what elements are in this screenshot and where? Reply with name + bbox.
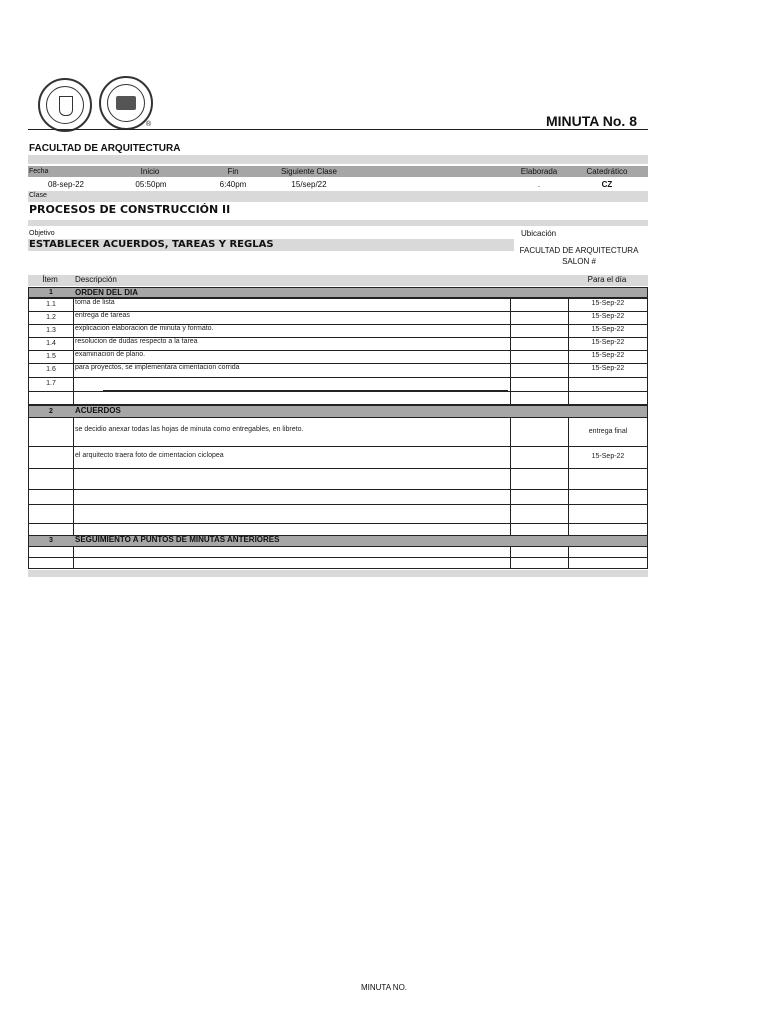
table-row	[568, 391, 648, 405]
item-number: 1.3	[46, 327, 56, 334]
table-row	[510, 391, 569, 405]
ubicacion-line1: FACULTAD DE ARQUITECTURA	[519, 246, 639, 255]
label-fin: Fin	[227, 167, 239, 176]
table-cell	[568, 557, 648, 569]
registered-mark: ®	[146, 121, 152, 128]
col-para-header: Para el día	[587, 275, 627, 284]
underline	[103, 390, 508, 391]
objetivo-label: Objetivo	[29, 230, 55, 237]
item-description: toma de lista	[75, 299, 115, 306]
table-cell	[73, 557, 511, 569]
acuerdo-1-desc: se decidio anexar todas las hojas de minuta como entregables, en libreto.	[75, 426, 304, 433]
acuerdo-2-date: 15-Sep-22	[591, 453, 625, 460]
section-2-num: 2	[49, 408, 53, 415]
table-row	[28, 417, 74, 447]
table-cell	[28, 504, 74, 524]
table-cell	[510, 468, 569, 490]
table-cell	[510, 337, 569, 351]
faculty-name: FACULTAD DE ARQUITECTURA	[29, 143, 181, 154]
table-cell	[510, 363, 569, 378]
item-number: 1.2	[46, 314, 56, 321]
item-number: 1.4	[46, 340, 56, 347]
table-cell	[510, 377, 569, 392]
acuerdo-2-desc: el arquitecto traera foto de cimentacion ciclopea	[75, 452, 224, 459]
table-row	[73, 391, 511, 405]
value-siguiente: 15/sep/22	[291, 180, 327, 189]
table-cell	[73, 504, 511, 524]
acuerdo-1-date: entrega final	[588, 428, 628, 435]
label-inicio: Inicio	[140, 167, 160, 176]
table-row	[28, 391, 74, 405]
item-number: 1.5	[46, 353, 56, 360]
clase-band	[28, 191, 648, 202]
table-cell	[28, 468, 74, 490]
clase-value: PROCESOS DE CONSTRUCCIÓN II	[29, 203, 231, 216]
item-date: 15-Sep-22	[591, 300, 625, 307]
table-cell	[510, 489, 569, 505]
table-cell	[28, 489, 74, 505]
table-cell	[510, 324, 569, 338]
university-seal	[38, 78, 92, 132]
table-cell	[73, 468, 511, 490]
value-elaborada: .	[537, 180, 541, 189]
table-header-row	[28, 275, 648, 286]
table-cell	[510, 298, 569, 312]
clase-label: Clase	[29, 192, 47, 199]
label-catedratico: Catedrático	[586, 167, 628, 176]
item-description: examinacion de plano.	[75, 351, 146, 358]
objetivo-value: ESTABLECER ACUERDOS, TAREAS Y REGLAS	[29, 239, 274, 250]
item-description: para proyectos, se implementara cimentacion corrida	[75, 364, 240, 371]
item-date: 15-Sep-22	[591, 326, 625, 333]
table-row	[510, 446, 569, 469]
band	[28, 220, 648, 226]
seal-shield-icon	[59, 96, 73, 116]
item-description: entrega de tareas	[75, 312, 130, 319]
seal-building-icon	[116, 96, 136, 110]
footer-text: MINUTA NO.	[360, 983, 408, 992]
label-siguiente: Siguiente Clase	[280, 167, 338, 176]
section-2-title: ACUERDOS	[75, 406, 121, 415]
item-date: 15-Sep-22	[591, 365, 625, 372]
table-cell	[510, 504, 569, 524]
section-1-num: 1	[49, 289, 53, 296]
faculty-seal	[99, 76, 153, 130]
table-cell	[73, 489, 511, 505]
table-cell	[510, 557, 569, 569]
minuta-title: MINUTA No. 8	[546, 113, 637, 129]
section-3-title: SEGUIMIENTO A PUNTOS DE MINUTAS ANTERIORES	[75, 535, 280, 544]
label-fecha: Fecha	[29, 168, 49, 175]
value-inicio: 05:50pm	[135, 180, 167, 189]
table-cell	[568, 489, 648, 505]
col-desc-header: Descripción	[75, 275, 117, 284]
table-cell	[73, 311, 511, 325]
label-elaborada: Elaborada	[520, 167, 558, 176]
value-catedratico: CZ	[601, 180, 613, 189]
value-fecha: 08-sep-22	[47, 180, 85, 189]
item-number: 1.1	[46, 301, 56, 308]
table-cell	[510, 311, 569, 325]
col-item-header: Ítem	[42, 275, 58, 284]
table-cell	[568, 504, 648, 524]
ubicacion-label: Ubicación	[521, 229, 557, 238]
table-cell	[568, 377, 648, 392]
item-description: resolucion de dudas respecto a la tarea	[75, 338, 198, 345]
section-3-num: 3	[49, 537, 53, 544]
section-1-title: ORDEN DEL DIA	[75, 288, 138, 297]
item-date: 15-Sep-22	[591, 339, 625, 346]
table-cell	[28, 557, 74, 569]
table-row	[510, 417, 569, 447]
band	[28, 155, 648, 164]
item-date: 15-Sep-22	[591, 313, 625, 320]
table-cell	[568, 468, 648, 490]
item-date: 15-Sep-22	[591, 352, 625, 359]
band	[28, 570, 648, 577]
header-rule	[28, 129, 648, 130]
table-cell	[73, 298, 511, 312]
ubicacion-line2: SALON #	[562, 257, 596, 266]
value-fin: 6:40pm	[219, 180, 247, 189]
table-cell	[510, 350, 569, 364]
item-number: 1.6	[46, 366, 56, 373]
table-row	[28, 446, 74, 469]
item-number: 1.7	[46, 380, 56, 387]
item-description: explicacion elaboracion de minuta y formato.	[75, 325, 214, 332]
